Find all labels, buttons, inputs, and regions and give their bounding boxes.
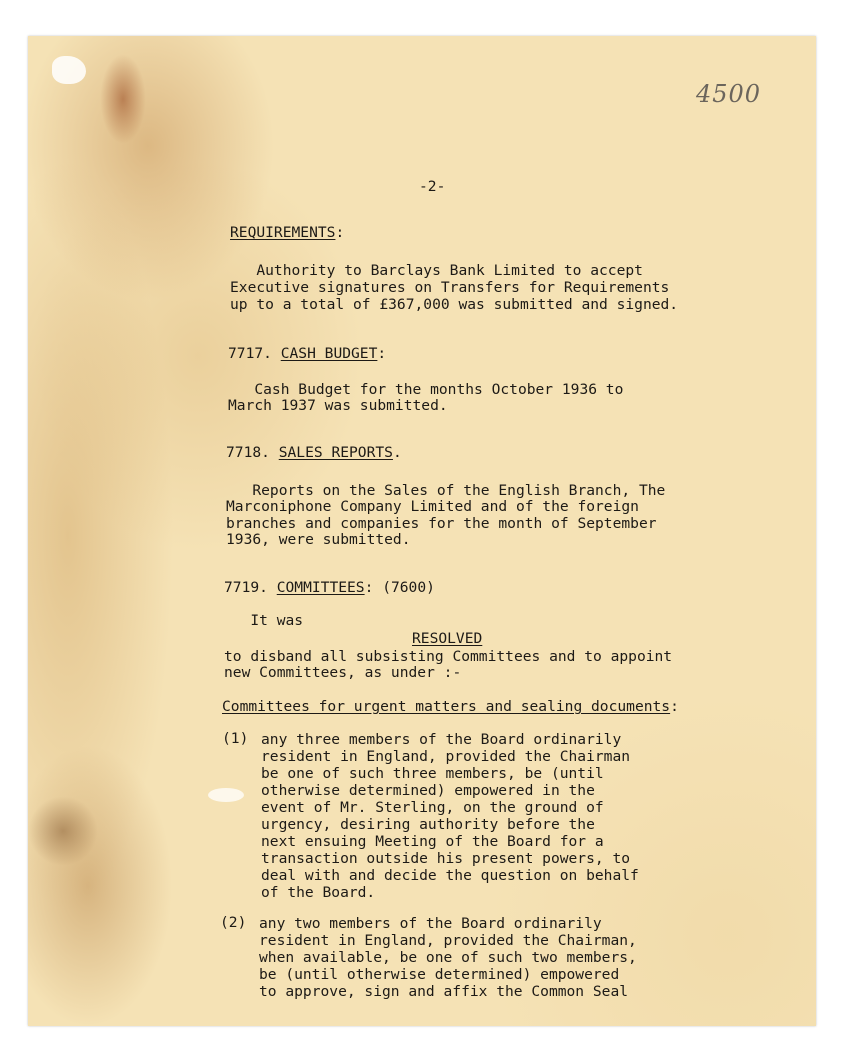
list-item-line: urgency, desiring authority before the [261,816,595,833]
committees-subheading: Committees for urgent matters and sealing documents: [222,698,679,715]
list-item-line: otherwise determined) empowered in the [261,782,595,799]
requirements-line: up to a total of £367,000 was submitted and signed. [230,296,679,313]
resolved-heading: RESOLVED [412,630,483,647]
minute-number: 7718. [226,444,270,461]
cash-budget-line: Cash Budget for the months October 1936 to [228,381,624,398]
list-item-line: resident in England, provided the Chairman, [259,932,637,949]
sales-reports-line: branches and companies for the month of September [226,515,657,532]
sales-reports-line: 1936, were submitted. [226,531,411,548]
water-stain [100,54,146,144]
minute-number: 7717. [228,345,272,362]
water-stain [28,796,98,866]
resolution-line: to disband all subsisting Committees and to appoint [224,648,673,665]
sales-reports-line: Marconiphone Company Limited and of the foreign [226,498,639,515]
list-item-line: event of Mr. Sterling, on the ground of [261,799,604,816]
requirements-line: Executive signatures on Transfers for Requirements [230,279,670,296]
section-heading-cash-budget: 7717. CASH BUDGET: [228,345,387,362]
list-item-line: deal with and decide the question on behalf [261,867,639,884]
resolution-line: new Committees, as under :- [224,664,462,681]
sales-reports-line: Reports on the Sales of the English Branch, The [226,482,666,499]
list-item-line: of the Board. [261,884,376,901]
paper-tear [52,56,86,84]
list-item-line: when available, be one of such two members, [259,949,637,966]
it-was-line: It was [224,612,304,629]
list-item-line: to approve, sign and affix the Common Seal [259,983,629,1000]
cash-budget-line: March 1937 was submitted. [228,397,448,414]
minute-number: 7719. [224,579,268,596]
section-heading-committees: 7719. COMMITTEES: (7600) [224,579,435,596]
list-marker: (2) [220,914,247,931]
list-item-line: transaction outside his present powers, to [261,850,631,867]
list-marker: (1) [222,730,249,747]
list-item-line: be one of such three members, be (until [261,765,604,782]
list-item-line: any two members of the Board ordinarily [259,915,602,932]
list-item-line: any three members of the Board ordinarily [261,731,622,748]
list-item-line: next ensuing Meeting of the Board for a [261,833,604,850]
list-item-line: be (until otherwise determined) empowered [259,966,620,983]
handwritten-annotation: 4500 [696,80,762,108]
section-heading-requirements: REQUIREMENTS: [230,224,345,241]
requirements-line: Authority to Barclays Bank Limited to accept [230,262,643,279]
page-number: -2- [419,178,446,195]
section-heading-sales-reports: 7718. SALES REPORTS. [226,444,402,461]
document-page [28,36,816,1026]
paper-tear [208,788,244,802]
list-item-line: resident in England, provided the Chairman [261,748,631,765]
